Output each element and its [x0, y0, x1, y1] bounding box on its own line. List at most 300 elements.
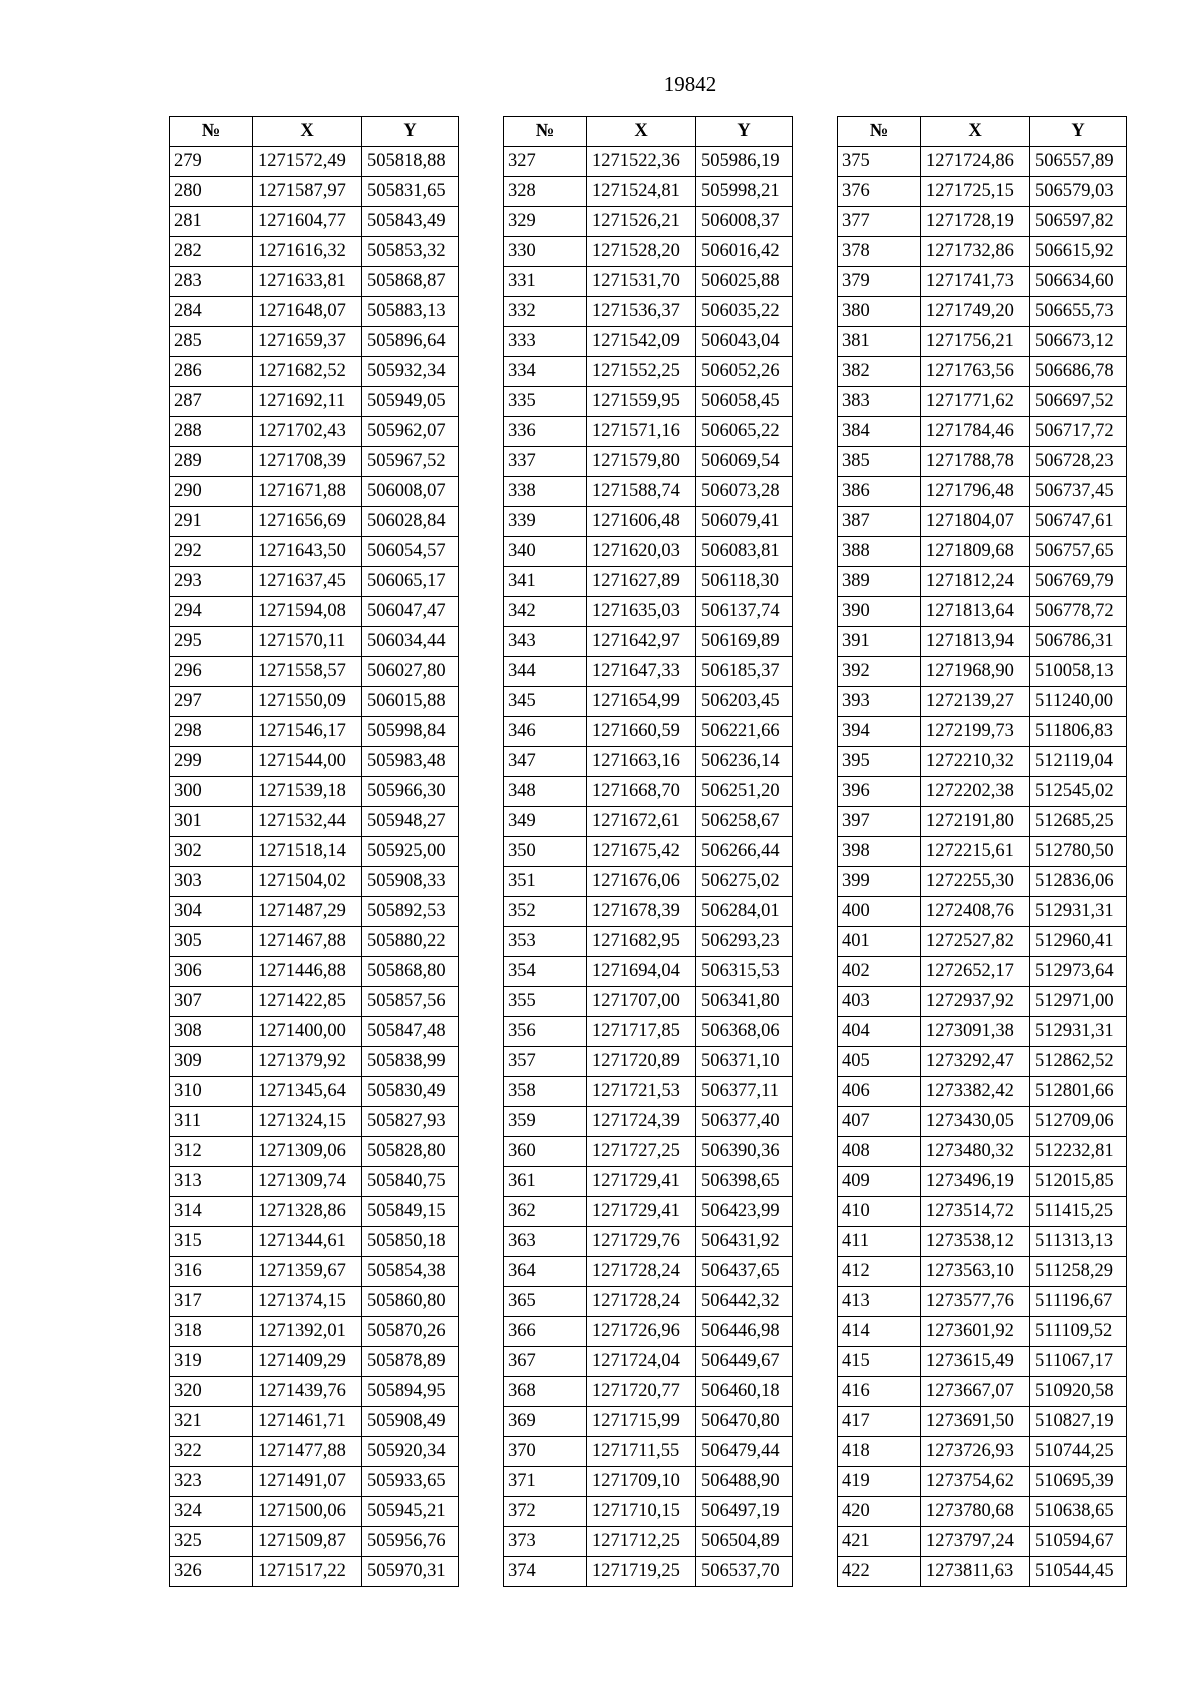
- table-row: [504, 537, 793, 567]
- cell-y: 505896,64: [362, 327, 459, 357]
- table-row: [504, 1437, 793, 1467]
- cell-y: 506769,79: [1030, 567, 1127, 597]
- cell-x: 1271635,03: [587, 597, 696, 627]
- table-row: [838, 1077, 1127, 1107]
- cell-x: 1271570,11: [253, 627, 362, 657]
- cell-y: 506423,99: [696, 1197, 793, 1227]
- cell-no: 402: [838, 957, 921, 987]
- table-row: [838, 897, 1127, 927]
- cell-y: 506442,32: [696, 1287, 793, 1317]
- cell-x: 1271711,55: [587, 1437, 696, 1467]
- cell-x: 1271712,25: [587, 1527, 696, 1557]
- cell-x: 1272215,61: [921, 837, 1030, 867]
- cell-y: 505908,49: [362, 1407, 459, 1437]
- cell-no: 409: [838, 1167, 921, 1197]
- cell-x: 1271571,16: [587, 417, 696, 447]
- cell-x: 1271647,33: [587, 657, 696, 687]
- cell-x: 1271708,39: [253, 447, 362, 477]
- cell-no: 349: [504, 807, 587, 837]
- cell-no: 296: [170, 657, 253, 687]
- cell-y: 506118,30: [696, 567, 793, 597]
- cell-x: 1271804,07: [921, 507, 1030, 537]
- cell-y: 505849,15: [362, 1197, 459, 1227]
- cell-x: 1271345,64: [253, 1077, 362, 1107]
- cell-y: 510058,13: [1030, 657, 1127, 687]
- cell-no: 289: [170, 447, 253, 477]
- cell-no: 290: [170, 477, 253, 507]
- cell-no: 286: [170, 357, 253, 387]
- cell-y: 510827,19: [1030, 1407, 1127, 1437]
- cell-x: 1272408,76: [921, 897, 1030, 927]
- cell-x: 1271749,20: [921, 297, 1030, 327]
- table-row: [170, 567, 459, 597]
- cell-y: 506398,65: [696, 1167, 793, 1197]
- cell-x: 1271532,44: [253, 807, 362, 837]
- cell-y: 512545,02: [1030, 777, 1127, 807]
- table-row: [170, 1407, 459, 1437]
- table-row: [170, 447, 459, 477]
- cell-no: 369: [504, 1407, 587, 1437]
- table-row: [838, 267, 1127, 297]
- cell-x: 1272527,82: [921, 927, 1030, 957]
- cell-no: 280: [170, 177, 253, 207]
- cell-no: 345: [504, 687, 587, 717]
- table-row: [170, 747, 459, 777]
- cell-no: 327: [504, 147, 587, 177]
- cell-no: 316: [170, 1257, 253, 1287]
- cell-y: 506221,66: [696, 717, 793, 747]
- cell-x: 1271594,08: [253, 597, 362, 627]
- table-row: [838, 837, 1127, 867]
- cell-x: 1271509,87: [253, 1527, 362, 1557]
- cell-y: 506035,22: [696, 297, 793, 327]
- cell-no: 382: [838, 357, 921, 387]
- cell-no: 346: [504, 717, 587, 747]
- cell-no: 348: [504, 777, 587, 807]
- cell-no: 371: [504, 1467, 587, 1497]
- cell-x: 1273091,38: [921, 1017, 1030, 1047]
- cell-y: 506054,57: [362, 537, 459, 567]
- cell-no: 374: [504, 1557, 587, 1587]
- table-row: [170, 1347, 459, 1377]
- cell-x: 1273430,05: [921, 1107, 1030, 1137]
- table-row: [838, 417, 1127, 447]
- table-row: [504, 1227, 793, 1257]
- cell-y: 506073,28: [696, 477, 793, 507]
- cell-x: 1271524,81: [587, 177, 696, 207]
- cell-x: 1273480,32: [921, 1137, 1030, 1167]
- cell-y: 506497,19: [696, 1497, 793, 1527]
- table-row: [838, 1497, 1127, 1527]
- cell-x: 1271359,67: [253, 1257, 362, 1287]
- cell-y: 506293,23: [696, 927, 793, 957]
- cell-no: 419: [838, 1467, 921, 1497]
- table-row: [504, 1317, 793, 1347]
- cell-x: 1271728,24: [587, 1287, 696, 1317]
- cell-no: 331: [504, 267, 587, 297]
- table-row: [170, 1317, 459, 1347]
- table-row: [838, 147, 1127, 177]
- cell-x: 1271663,16: [587, 747, 696, 777]
- cell-x: 1273292,47: [921, 1047, 1030, 1077]
- table-row: [838, 507, 1127, 537]
- cell-no: 398: [838, 837, 921, 867]
- cell-no: 377: [838, 207, 921, 237]
- cell-x: 1273577,76: [921, 1287, 1030, 1317]
- cell-y: 506737,45: [1030, 477, 1127, 507]
- cell-x: 1271643,50: [253, 537, 362, 567]
- cell-x: 1271672,61: [587, 807, 696, 837]
- cell-y: 506315,53: [696, 957, 793, 987]
- table-row: [838, 627, 1127, 657]
- cell-y: 511313,13: [1030, 1227, 1127, 1257]
- cell-y: 505880,22: [362, 927, 459, 957]
- cell-x: 1271409,29: [253, 1347, 362, 1377]
- cell-no: 338: [504, 477, 587, 507]
- cell-y: 512862,52: [1030, 1047, 1127, 1077]
- cell-no: 307: [170, 987, 253, 1017]
- cell-no: 411: [838, 1227, 921, 1257]
- cell-no: 354: [504, 957, 587, 987]
- cell-y: 505868,87: [362, 267, 459, 297]
- header-no: №: [838, 117, 921, 147]
- cell-x: 1271606,48: [587, 507, 696, 537]
- cell-y: 510744,25: [1030, 1437, 1127, 1467]
- cell-no: 381: [838, 327, 921, 357]
- cell-x: 1271660,59: [587, 717, 696, 747]
- cell-no: 294: [170, 597, 253, 627]
- cell-no: 395: [838, 747, 921, 777]
- cell-y: 506016,42: [696, 237, 793, 267]
- cell-y: 506185,37: [696, 657, 793, 687]
- cell-x: 1272202,38: [921, 777, 1030, 807]
- cell-no: 389: [838, 567, 921, 597]
- cell-x: 1271720,77: [587, 1377, 696, 1407]
- cell-y: 505925,00: [362, 837, 459, 867]
- cell-y: 506579,03: [1030, 177, 1127, 207]
- cell-y: 506717,72: [1030, 417, 1127, 447]
- table-row: [170, 477, 459, 507]
- cell-no: 287: [170, 387, 253, 417]
- cell-x: 1272191,80: [921, 807, 1030, 837]
- table-row: [170, 267, 459, 297]
- cell-y: 506069,54: [696, 447, 793, 477]
- cell-x: 1271461,71: [253, 1407, 362, 1437]
- cell-no: 329: [504, 207, 587, 237]
- cell-y: 506728,23: [1030, 447, 1127, 477]
- coordinates-table-3: [837, 116, 1127, 1587]
- table-row: [838, 717, 1127, 747]
- cell-no: 363: [504, 1227, 587, 1257]
- cell-y: 512836,06: [1030, 867, 1127, 897]
- cell-y: 505956,76: [362, 1527, 459, 1557]
- table-row: [170, 1167, 459, 1197]
- cell-no: 397: [838, 807, 921, 837]
- cell-y: 505892,53: [362, 897, 459, 927]
- table-row: [504, 867, 793, 897]
- cell-no: 300: [170, 777, 253, 807]
- cell-y: 511415,25: [1030, 1197, 1127, 1227]
- cell-y: 506655,73: [1030, 297, 1127, 327]
- table-row: [838, 777, 1127, 807]
- cell-y: 505843,49: [362, 207, 459, 237]
- cell-no: 320: [170, 1377, 253, 1407]
- cell-x: 1271710,15: [587, 1497, 696, 1527]
- cell-no: 342: [504, 597, 587, 627]
- table-row: [170, 927, 459, 957]
- cell-y: 506371,10: [696, 1047, 793, 1077]
- cell-y: 505933,65: [362, 1467, 459, 1497]
- cell-y: 506236,14: [696, 747, 793, 777]
- cell-y: 505847,48: [362, 1017, 459, 1047]
- cell-no: 352: [504, 897, 587, 927]
- table-row: [838, 867, 1127, 897]
- cell-no: 407: [838, 1107, 921, 1137]
- table-row: [504, 597, 793, 627]
- table-row: [838, 807, 1127, 837]
- cell-x: 1271726,96: [587, 1317, 696, 1347]
- cell-x: 1273811,63: [921, 1557, 1030, 1587]
- table-row: [504, 1467, 793, 1497]
- cell-x: 1271324,15: [253, 1107, 362, 1137]
- cell-x: 1271572,49: [253, 147, 362, 177]
- cell-y: 506597,82: [1030, 207, 1127, 237]
- table-row: [504, 897, 793, 927]
- cell-x: 1271729,41: [587, 1167, 696, 1197]
- cell-no: 384: [838, 417, 921, 447]
- cell-y: 505853,32: [362, 237, 459, 267]
- table-row: [170, 1527, 459, 1557]
- cell-no: 404: [838, 1017, 921, 1047]
- cell-x: 1273797,24: [921, 1527, 1030, 1557]
- table-row: [504, 1527, 793, 1557]
- cell-y: 506504,89: [696, 1527, 793, 1557]
- cell-y: 512015,85: [1030, 1167, 1127, 1197]
- cell-no: 337: [504, 447, 587, 477]
- table-row: [838, 327, 1127, 357]
- cell-no: 421: [838, 1527, 921, 1557]
- header-no: №: [170, 117, 253, 147]
- cell-no: 308: [170, 1017, 253, 1047]
- cell-y: 506047,47: [362, 597, 459, 627]
- table-row: [838, 1317, 1127, 1347]
- table-row: [838, 237, 1127, 267]
- table-row: [170, 657, 459, 687]
- cell-no: 323: [170, 1467, 253, 1497]
- cell-no: 400: [838, 897, 921, 927]
- table-row: [838, 1257, 1127, 1287]
- cell-x: 1271604,77: [253, 207, 362, 237]
- cell-no: 353: [504, 927, 587, 957]
- cell-y: 506470,80: [696, 1407, 793, 1437]
- table-row: [838, 477, 1127, 507]
- cell-no: 417: [838, 1407, 921, 1437]
- cell-y: 505962,07: [362, 417, 459, 447]
- cell-no: 318: [170, 1317, 253, 1347]
- cell-y: 505838,99: [362, 1047, 459, 1077]
- cell-x: 1271528,20: [587, 237, 696, 267]
- cell-x: 1271675,42: [587, 837, 696, 867]
- cell-y: 510594,67: [1030, 1527, 1127, 1557]
- cell-no: 372: [504, 1497, 587, 1527]
- cell-x: 1271771,62: [921, 387, 1030, 417]
- cell-no: 351: [504, 867, 587, 897]
- table-row: [504, 1347, 793, 1377]
- cell-no: 365: [504, 1287, 587, 1317]
- table-row: [504, 1077, 793, 1107]
- cell-no: 306: [170, 957, 253, 987]
- cell-y: 506079,41: [696, 507, 793, 537]
- cell-no: 343: [504, 627, 587, 657]
- cell-no: 393: [838, 687, 921, 717]
- table-row: [170, 1137, 459, 1167]
- cell-x: 1271719,25: [587, 1557, 696, 1587]
- cell-no: 325: [170, 1527, 253, 1557]
- cell-x: 1271682,52: [253, 357, 362, 387]
- table-row: [504, 1197, 793, 1227]
- table-row: [838, 1047, 1127, 1077]
- cell-y: 506251,20: [696, 777, 793, 807]
- cell-y: 506169,89: [696, 627, 793, 657]
- cell-no: 386: [838, 477, 921, 507]
- cell-y: 505831,65: [362, 177, 459, 207]
- table-row: [170, 297, 459, 327]
- cell-x: 1272937,92: [921, 987, 1030, 1017]
- table-row: [504, 717, 793, 747]
- cell-y: 506015,88: [362, 687, 459, 717]
- table-row: [838, 1557, 1127, 1587]
- cell-no: 413: [838, 1287, 921, 1317]
- cell-no: 341: [504, 567, 587, 597]
- cell-x: 1271709,10: [587, 1467, 696, 1497]
- table-row: [504, 1167, 793, 1197]
- table-row: [504, 417, 793, 447]
- cell-no: 364: [504, 1257, 587, 1287]
- cell-y: 505868,80: [362, 957, 459, 987]
- cell-x: 1271656,69: [253, 507, 362, 537]
- table-row: [838, 1137, 1127, 1167]
- cell-x: 1271724,86: [921, 147, 1030, 177]
- cell-x: 1271784,46: [921, 417, 1030, 447]
- cell-y: 506368,06: [696, 1017, 793, 1047]
- cell-y: 506028,84: [362, 507, 459, 537]
- table-row: [838, 177, 1127, 207]
- cell-no: 326: [170, 1557, 253, 1587]
- cell-y: 512119,04: [1030, 747, 1127, 777]
- cell-no: 293: [170, 567, 253, 597]
- cell-no: 347: [504, 747, 587, 777]
- table-row: [170, 897, 459, 927]
- cell-y: 505894,95: [362, 1377, 459, 1407]
- cell-no: 311: [170, 1107, 253, 1137]
- cell-y: 505860,80: [362, 1287, 459, 1317]
- cell-no: 387: [838, 507, 921, 537]
- cell-x: 1273601,92: [921, 1317, 1030, 1347]
- table-row: [838, 567, 1127, 597]
- cell-x: 1271729,41: [587, 1197, 696, 1227]
- cell-x: 1271518,14: [253, 837, 362, 867]
- cell-x: 1271531,70: [587, 267, 696, 297]
- cell-no: 301: [170, 807, 253, 837]
- cell-x: 1271707,00: [587, 987, 696, 1017]
- cell-x: 1271616,32: [253, 237, 362, 267]
- table-row: [838, 1407, 1127, 1437]
- table-row: [504, 567, 793, 597]
- cell-no: 362: [504, 1197, 587, 1227]
- cell-no: 313: [170, 1167, 253, 1197]
- table-row: [170, 1257, 459, 1287]
- cell-y: 506058,45: [696, 387, 793, 417]
- cell-x: 1271728,24: [587, 1257, 696, 1287]
- cell-y: 512960,41: [1030, 927, 1127, 957]
- table-row: [838, 1347, 1127, 1377]
- table-row: [170, 777, 459, 807]
- table-row: [170, 597, 459, 627]
- cell-no: 304: [170, 897, 253, 927]
- cell-no: 291: [170, 507, 253, 537]
- table-row: [504, 267, 793, 297]
- cell-no: 339: [504, 507, 587, 537]
- cell-no: 319: [170, 1347, 253, 1377]
- cell-y: 506786,31: [1030, 627, 1127, 657]
- cell-x: 1271620,03: [587, 537, 696, 567]
- table-row: [170, 1467, 459, 1497]
- cell-no: 406: [838, 1077, 921, 1107]
- cell-y: 505966,30: [362, 777, 459, 807]
- cell-x: 1272199,73: [921, 717, 1030, 747]
- table-row: [838, 597, 1127, 627]
- table-row: [504, 1377, 793, 1407]
- cell-no: 403: [838, 987, 921, 1017]
- cell-y: 506065,17: [362, 567, 459, 597]
- cell-y: 506446,98: [696, 1317, 793, 1347]
- cell-y: 506065,22: [696, 417, 793, 447]
- cell-no: 317: [170, 1287, 253, 1317]
- cell-no: 335: [504, 387, 587, 417]
- cell-no: 410: [838, 1197, 921, 1227]
- cell-no: 309: [170, 1047, 253, 1077]
- coordinates-table-2: [503, 116, 793, 1587]
- page-number: 19842: [663, 72, 717, 96]
- table-row: [838, 657, 1127, 687]
- table-row: [838, 987, 1127, 1017]
- cell-no: 302: [170, 837, 253, 867]
- cell-y: 506341,80: [696, 987, 793, 1017]
- cell-x: 1273691,50: [921, 1407, 1030, 1437]
- cell-y: 505986,19: [696, 147, 793, 177]
- header-row: [170, 117, 459, 147]
- cell-no: 422: [838, 1557, 921, 1587]
- cell-x: 1271968,90: [921, 657, 1030, 687]
- table-row: [504, 447, 793, 477]
- table-row: [504, 207, 793, 237]
- table-row: [838, 1437, 1127, 1467]
- cell-no: 299: [170, 747, 253, 777]
- cell-no: 368: [504, 1377, 587, 1407]
- cell-y: 512709,06: [1030, 1107, 1127, 1137]
- cell-no: 303: [170, 867, 253, 897]
- cell-x: 1273496,19: [921, 1167, 1030, 1197]
- cell-y: 506034,44: [362, 627, 459, 657]
- cell-y: 506377,40: [696, 1107, 793, 1137]
- table-row: [504, 627, 793, 657]
- cell-y: 505830,49: [362, 1077, 459, 1107]
- cell-y: 511806,83: [1030, 717, 1127, 747]
- table-row: [504, 927, 793, 957]
- cell-x: 1271717,85: [587, 1017, 696, 1047]
- cell-y: 506747,61: [1030, 507, 1127, 537]
- table-row: [170, 987, 459, 1017]
